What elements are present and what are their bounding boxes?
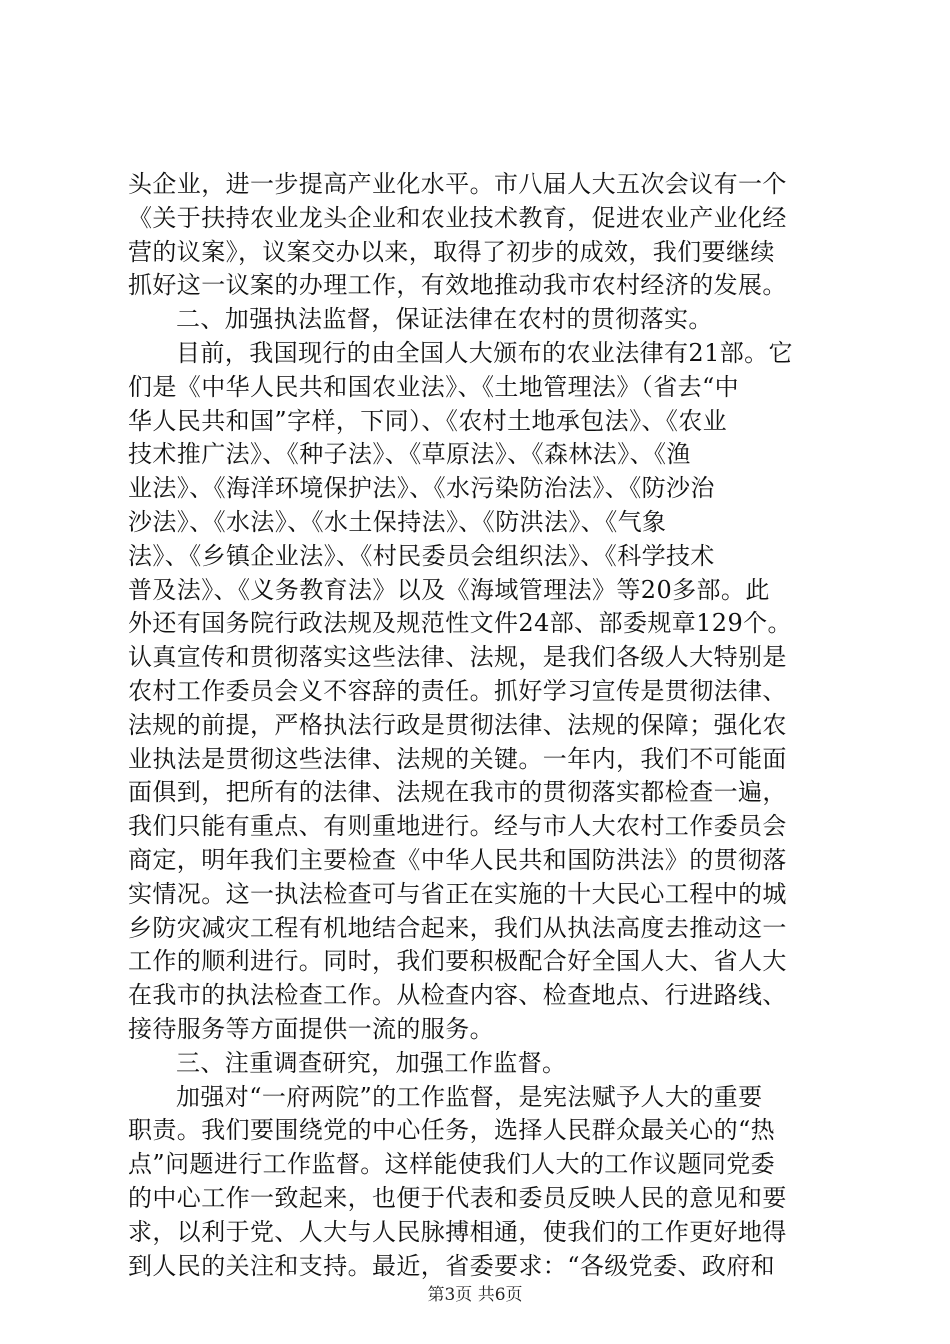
text-line: 华人民共和国”字样，下同）、《农村土地承包法》、《农业 (128, 406, 728, 435)
text-line: 沙法》、《水法》、《水土保持法》、《防洪法》、《气象 (128, 507, 667, 536)
text-line: 法》、《乡镇企业法》、《村民委员会组织法》、《科学技术 (128, 541, 715, 570)
text-line: 工作的顺利进行。同时，我们要积极配合好全国人大、省人大 (128, 947, 787, 976)
document-body (128, 168, 828, 1283)
text-line: 普及法》、《义务教育法》以及《海域管理法》等20多部。此 (128, 575, 770, 604)
text-line: 实情况。这一执法检查可与省正在实施的十大民心工程中的城 (128, 879, 787, 908)
text-line: 业执法是贯彻这些法律、法规的关键。一年内，我们不可能面 (128, 744, 787, 773)
text-line: 业法》、《海洋环境保护法》、《水污染防治法》、《防沙治 (128, 474, 715, 503)
text-line: 三、注重调查研究，加强工作监督。 (176, 1048, 567, 1077)
text-line: 在我市的执法检查工作。从检查内容、检查地点、行进路线、 (128, 981, 787, 1010)
text-line: 加强对“一府两院”的工作监督，是宪法赋予人大的重要 (176, 1082, 763, 1111)
text-line: 二、加强执法监督，保证法律在农村的贯彻落实。 (176, 305, 713, 334)
text-line: 抓好这一议案的办理工作，有效地推动我市农村经济的发展。 (128, 271, 787, 300)
text-line: 营的议案》，议案交办以来，取得了初步的成效，我们要继续 (128, 237, 775, 266)
text-line: 职责。我们要围绕党的中心任务，选择人民群众最关心的“热 (128, 1116, 776, 1145)
text-line: 外还有国务院行政法规及规范性文件24部、部委规章129个。 (128, 609, 792, 638)
text-line: 乡防灾减灾工程有机地结合起来，我们从执法高度去推动这一 (128, 913, 787, 942)
text-line: 农村工作委员会义不容辞的责任。抓好学习宣传是贯彻法律、 (128, 676, 787, 705)
text-line: 认真宣传和贯彻落实这些法律、法规，是我们各级人大特别是 (128, 643, 787, 672)
text-line: 商定，明年我们主要检查《中华人民共和国防洪法》的贯彻落 (128, 845, 787, 874)
text-line: 头企业，进一步提高产业化水平。市八届人大五次会议有一个 (128, 170, 787, 198)
text-line: 求，以利于党、人大与人民脉搏相通，使我们的工作更好地得 (128, 1217, 787, 1246)
text-line: 我们只能有重点、有则重地进行。经与市人大农村工作委员会 (128, 812, 787, 841)
text-line: 接待服务等方面提供一流的服务。 (128, 1014, 494, 1043)
page-footer: 第3页 共6页 (427, 1285, 523, 1305)
text-line: 们是《中华人民共和国农业法》、《土地管理法》（省去“中 (128, 372, 740, 401)
text-line: 技术推广法》、《种子法》、《草原法》、《森林法》、《渔 (128, 440, 691, 469)
text-line: 到人民的关注和支持。最近，省委要求：“各级党委、政府和 (128, 1251, 776, 1280)
text-line: 的中心工作一致起来，也便于代表和委员反映人民的意见和要 (128, 1183, 787, 1212)
text-line: 目前，我国现行的由全国人大颁布的农业法律有21部。它 (176, 338, 793, 367)
text-line: 面俱到，把所有的法律、法规在我市的贯彻落实都检查一遍， (128, 778, 787, 807)
text-line: 法规的前提，严格执法行政是贯彻法律、法规的保障；强化农 (128, 710, 787, 739)
text-line: 点”问题进行工作监督。这样能使我们人大的工作议题同党委 (128, 1150, 776, 1179)
text-line: 《关于扶持农业龙头企业和农业技术教育，促进农业产业化经 (128, 203, 787, 232)
